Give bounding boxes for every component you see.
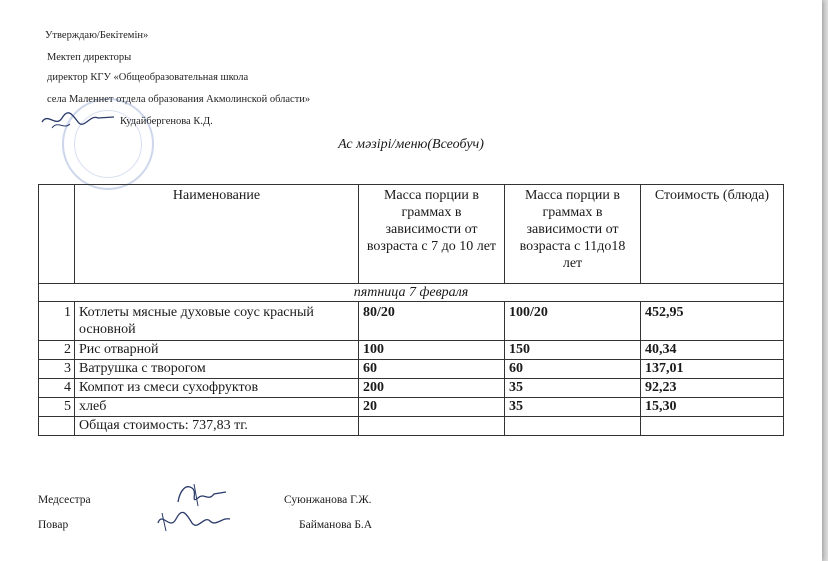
dish-cost: 137,01 bbox=[641, 360, 784, 379]
mass-7-10: 200 bbox=[359, 379, 505, 398]
table-row bbox=[39, 341, 784, 360]
nurse-name: Суюнжанова Г.Ж. bbox=[284, 494, 372, 506]
position-line-1: Мектеп директоры bbox=[47, 52, 132, 63]
dish-cost: 92,23 bbox=[641, 379, 784, 398]
dish-name: хлеб bbox=[75, 398, 359, 417]
row-number: 4 bbox=[39, 379, 75, 398]
mass-11-18: 35 bbox=[505, 379, 641, 398]
mass-7-10: 20 bbox=[359, 398, 505, 417]
mass-7-10: 80/20 bbox=[359, 302, 505, 341]
cook-role: Повар bbox=[38, 519, 69, 531]
col-header-cost: Стоимость (блюда) bbox=[641, 185, 784, 284]
dish-cost: 15,30 bbox=[641, 398, 784, 417]
mass-11-18: 100/20 bbox=[505, 302, 641, 341]
cook-name: Байманова Б.А bbox=[299, 519, 373, 531]
table-row bbox=[39, 379, 784, 398]
row-number: 2 bbox=[39, 341, 75, 360]
position-line-2: директор КГУ «Общеобразовательная школа bbox=[47, 72, 249, 83]
mass-11-18: 60 bbox=[505, 360, 641, 379]
day-row bbox=[39, 284, 784, 302]
dish-name: Ватрушка с творогом bbox=[75, 360, 359, 379]
row-number: 5 bbox=[39, 398, 75, 417]
menu-table bbox=[38, 184, 784, 436]
mass-7-10: 60 bbox=[359, 360, 505, 379]
row-number: 3 bbox=[39, 360, 75, 379]
col-header-mass-7-10: Масса порции в граммах в зависимости от возраста с 7 до 10 лет bbox=[359, 185, 505, 284]
row-number: 1 bbox=[39, 302, 75, 341]
dish-name: Компот из смеси сухофруктов bbox=[75, 379, 359, 398]
dish-cost: 40,34 bbox=[641, 341, 784, 360]
mass-7-10: 100 bbox=[359, 341, 505, 360]
page-title: Ас мәзірі/меню(Всеобуч) bbox=[338, 137, 484, 152]
total-row bbox=[39, 417, 784, 436]
cook-signature bbox=[152, 505, 234, 535]
position-line-3: села Маленнет отдела образования Акмолинской области» bbox=[47, 94, 311, 105]
table-row bbox=[39, 398, 784, 417]
col-header-mass-11-18: Масса порции в граммах в зависимости от возраста с 11до18 лет bbox=[505, 185, 641, 284]
mass-11-18: 150 bbox=[505, 341, 641, 360]
approve-line: Утверждаю/Бекітемін» bbox=[45, 30, 149, 41]
col-header-num bbox=[39, 185, 75, 284]
col-header-name: Наименование bbox=[75, 185, 359, 284]
nurse-role: Медсестра bbox=[38, 494, 91, 506]
table-header-row bbox=[39, 185, 784, 284]
director-signature bbox=[38, 108, 118, 132]
dish-name: Котлеты мясные духовые соус красный основной bbox=[75, 302, 359, 341]
mass-11-18: 35 bbox=[505, 398, 641, 417]
day-label: пятница 7 февраля bbox=[39, 284, 784, 302]
table-row bbox=[39, 360, 784, 379]
dish-name: Рис отварной bbox=[75, 341, 359, 360]
dish-cost: 452,95 bbox=[641, 302, 784, 341]
table-row bbox=[39, 302, 784, 341]
total-cost: Общая стоимость: 737,83 тг. bbox=[75, 417, 359, 436]
director-name: Кудайбергенова К.Д. bbox=[120, 116, 213, 127]
